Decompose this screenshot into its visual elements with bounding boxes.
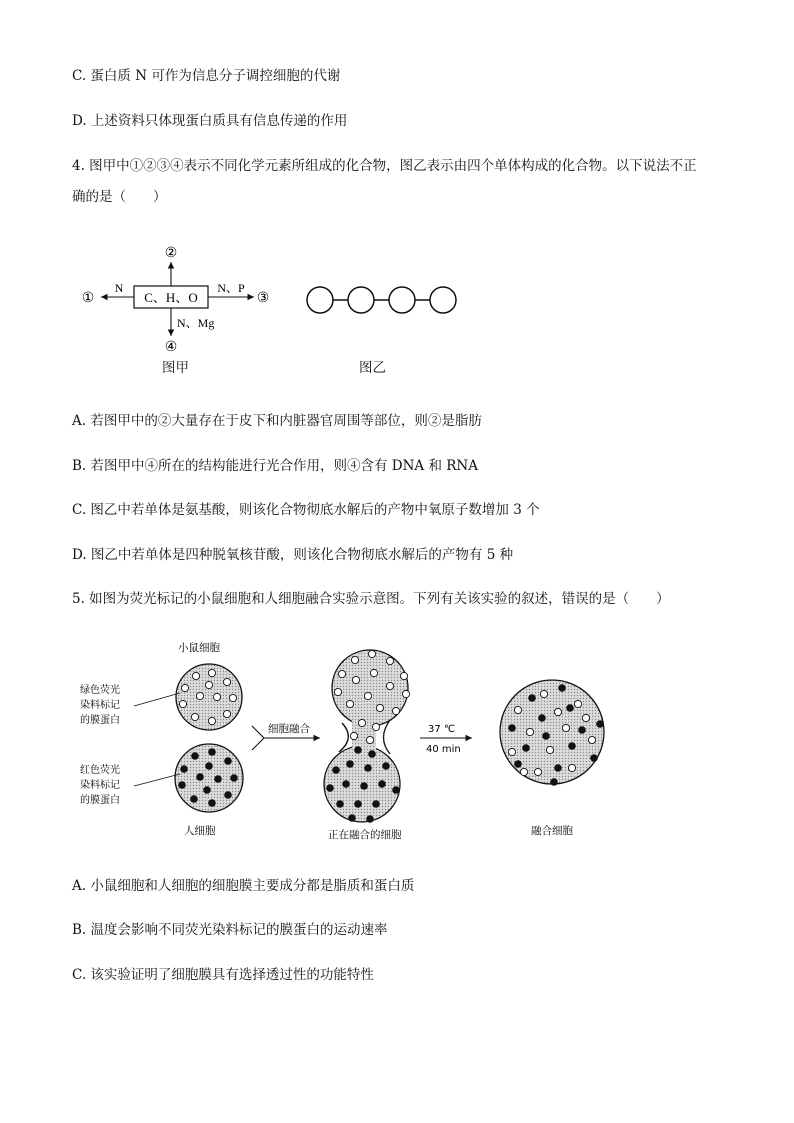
label-fused-cell: 融合细胞 <box>531 825 573 837</box>
label-fusing-cell: 正在融合的细胞 <box>328 829 402 841</box>
label-nmg: N、Mg <box>177 316 215 330</box>
label-red-3: 的膜蛋白 <box>80 795 120 806</box>
label-fusion: 细胞融合 <box>268 723 310 735</box>
q4-option-a: A. 若图甲中的②大量存在于皮下和内脏器官周围等部位，则②是脂肪 <box>72 413 482 429</box>
q5-option-c: C. 该实验证明了细胞膜具有选择透过性的功能特性 <box>72 967 374 983</box>
caption-yi: 图乙 <box>359 360 386 376</box>
num-1: ① <box>81 291 95 306</box>
label-np: N、P <box>217 281 245 295</box>
monomer-4 <box>430 287 456 313</box>
label-red-2: 染料标记 <box>80 780 120 791</box>
q4-option-c: C. 图乙中若单体是氨基酸，则该化合物彻底水解后的产物中氧原子数增加 3 个 <box>72 502 540 518</box>
label-red-1: 红色荧光 <box>80 765 120 776</box>
q5-option-b: B. 温度会影响不同荧光染料标记的膜蛋白的运动速率 <box>72 922 388 938</box>
num-2: ② <box>164 246 178 261</box>
fused-cell <box>500 680 604 784</box>
element-box-label: C、H、O <box>144 290 198 305</box>
monomer-1 <box>307 287 333 313</box>
q3-option-c: C. 蛋白质 N 可作为信息分子调控细胞的代谢 <box>72 68 341 84</box>
label-mouse-cell: 小鼠细胞 <box>178 642 220 654</box>
caption-jia: 图甲 <box>162 360 189 376</box>
monomer-2 <box>348 287 374 313</box>
q5-stem: 5. 如图为荧光标记的小鼠细胞和人细胞融合实验示意图。下列有关该实验的叙述，错误的是（ ） <box>72 591 670 607</box>
fusion-bracket <box>252 726 264 750</box>
label-green-3: 的膜蛋白 <box>80 715 120 726</box>
label-temperature: 37 ℃ <box>428 724 456 735</box>
q4-option-b: B. 若图甲中④所在的结构能进行光合作用，则④含有 DNA 和 RNA <box>72 458 478 474</box>
label-green-2: 染料标记 <box>80 700 120 711</box>
num-4: ④ <box>164 340 178 355</box>
label-human-cell: 人细胞 <box>184 825 216 837</box>
q4-stem-line2: 确的是（ ） <box>72 189 167 205</box>
q4-option-d: D. 图乙中若单体是四种脱氧核苷酸，则该化合物彻底水解后的产物有 5 种 <box>72 547 514 563</box>
label-time: 40 min <box>426 744 461 755</box>
label-n-left: N <box>114 281 124 295</box>
monomer-3 <box>389 287 415 313</box>
figure-yi <box>300 282 470 318</box>
label-green-1: 绿色荧光 <box>80 685 120 696</box>
q5-option-a: A. 小鼠细胞和人细胞的细胞膜主要成分都是脂质和蛋白质 <box>72 878 415 894</box>
q3-option-d: D. 上述资料只体现蛋白质具有信息传递的作用 <box>72 113 348 129</box>
figure-cell-fusion <box>72 628 632 848</box>
q4-stem-line1: 4. 图甲中①②③④表示不同化学元素所组成的化合物，图乙表示由四个单体构成的化合物。以下说法不正 <box>72 158 697 174</box>
fusing-cell <box>324 650 408 822</box>
num-3: ③ <box>256 291 270 306</box>
